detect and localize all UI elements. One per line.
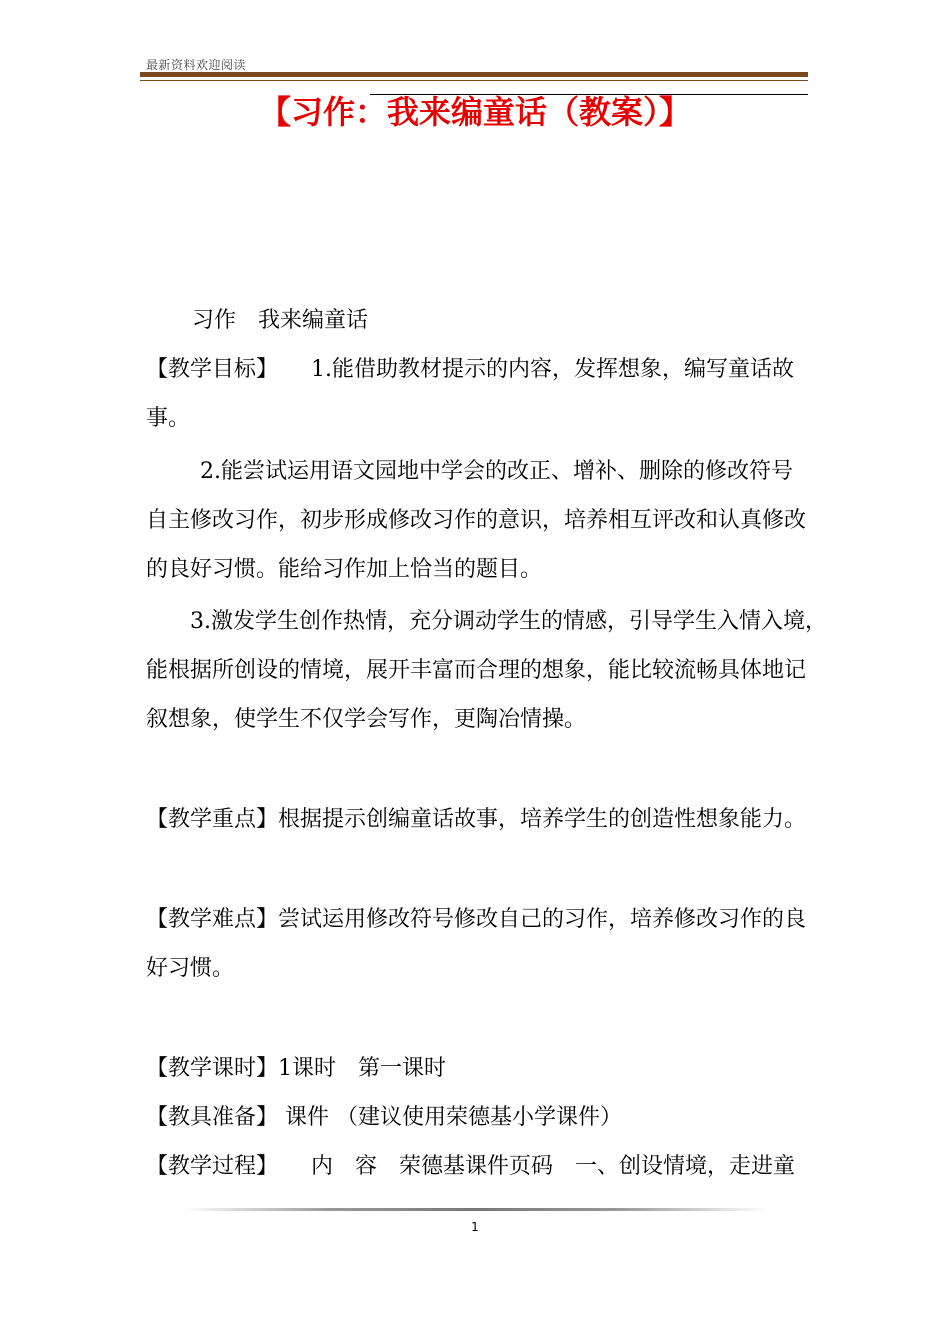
- objectives-line-2: 事。: [146, 406, 191, 431]
- key-points: 【教学重点】根据提示创编童话故事，培养学生的创造性想象能力。: [146, 807, 807, 832]
- objective-2-line-2: 自主修改习作，初步形成修改习作的意识，培养相互评改和认真修改: [146, 508, 807, 533]
- objectives-line-1: 【教学目标】 1.能借助教材提示的内容，发挥想象，编写童话故: [146, 357, 794, 382]
- class-hours: 【教学课时】1课时 第一课时: [146, 1056, 446, 1081]
- footer-rule: [182, 1208, 768, 1211]
- objective-2-line-3: 的良好习惯。能给习作加上恰当的题目。: [146, 557, 543, 582]
- objective-2-line-1: 2.能尝试运用语文园地中学会的改正、增补、删除的修改符号: [200, 459, 793, 484]
- header-rule-thin: [140, 80, 808, 81]
- section-heading: 习作 我来编童话: [192, 308, 369, 333]
- document-title: 【习作：我来编童话（教案）】: [258, 93, 691, 131]
- objective-3-line-3: 叙想象，使学生不仅学会写作，更陶冶情操。: [146, 707, 587, 732]
- header-rule-thick: [140, 72, 808, 77]
- difficulties-line-2: 好习惯。: [146, 956, 235, 981]
- difficulties-line-1: 【教学难点】尝试运用修改符号修改自己的习作，培养修改习作的良: [146, 907, 807, 932]
- objective-3-line-2: 能根据所创设的情境，展开丰富而合理的想象，能比较流畅具体地记: [146, 658, 807, 683]
- teaching-process: 【教学过程】 内 容 荣德基课件页码 一、创设情境，走进童: [146, 1154, 796, 1179]
- objective-3-line-1: 3.激发学生创作热情，充分调动学生的情感，引导学生入情入境，: [190, 609, 827, 634]
- teaching-aids: 【教具准备】 课件 （建议使用荣德基小学课件）: [146, 1105, 622, 1130]
- page-number: 1: [471, 1220, 479, 1234]
- header-text: 最新资料欢迎阅读: [146, 58, 247, 72]
